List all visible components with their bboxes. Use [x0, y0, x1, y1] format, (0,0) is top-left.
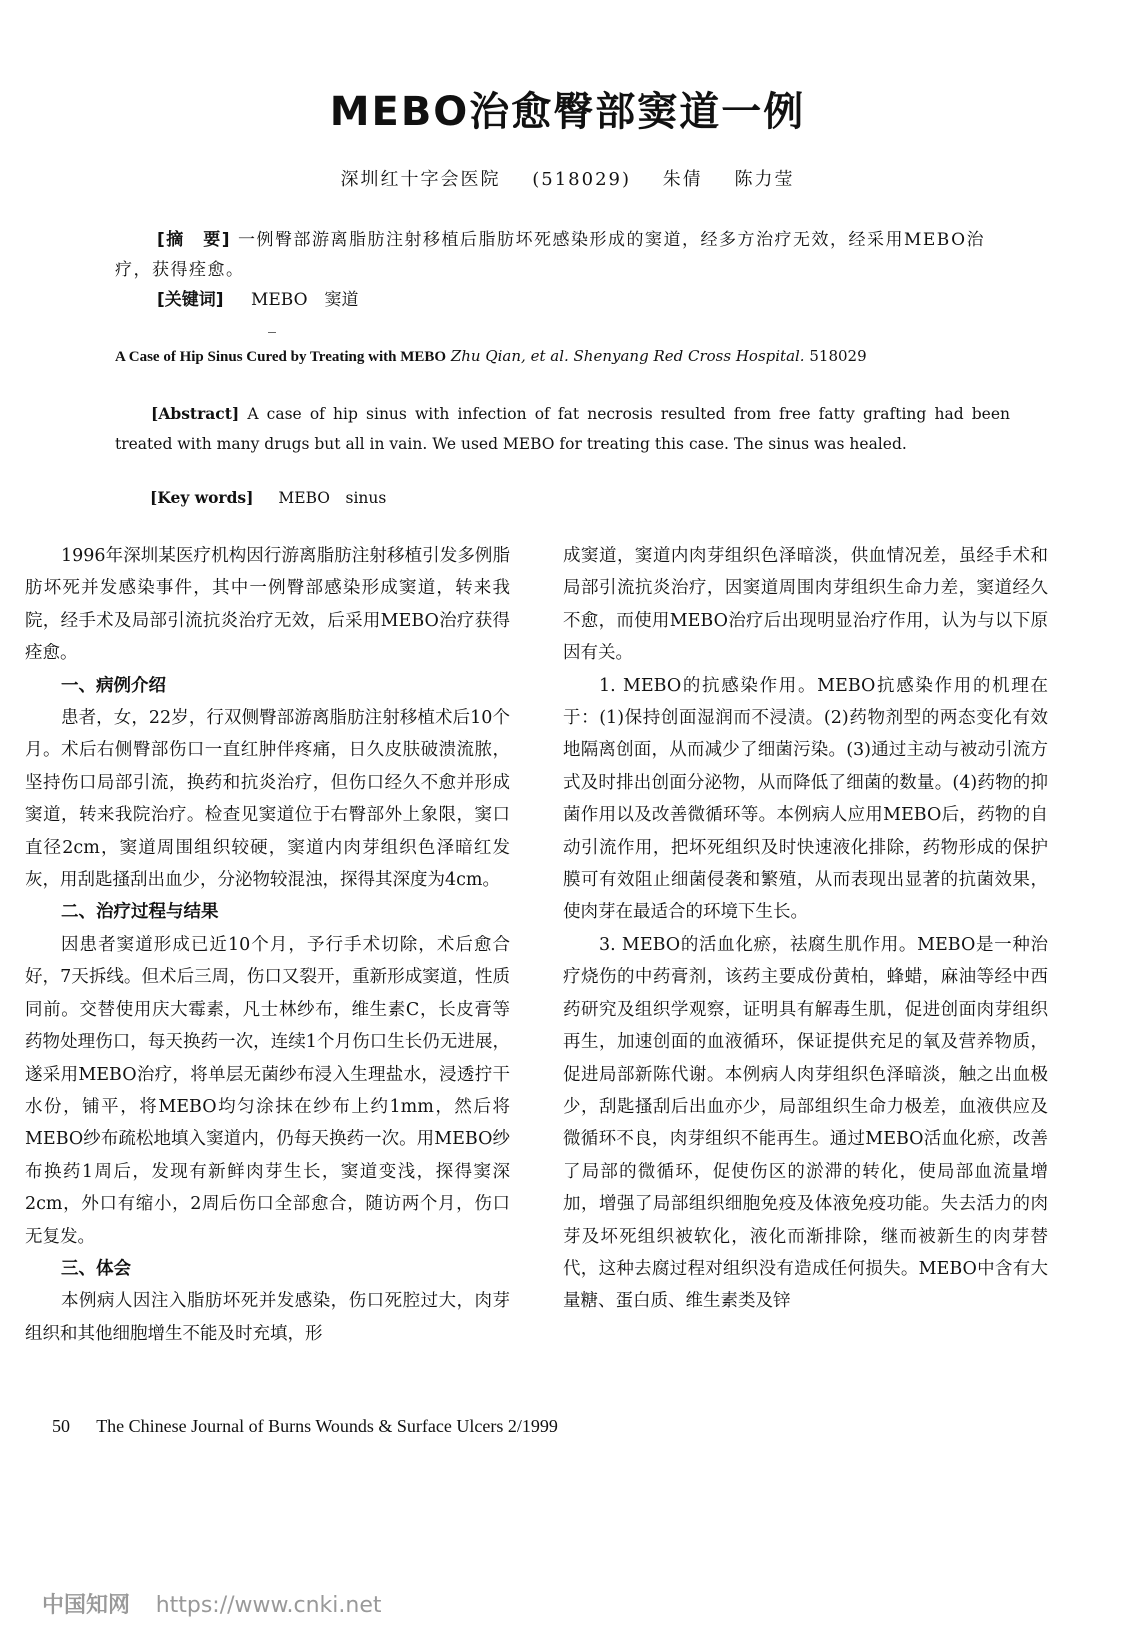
watermark-url: https://www.cnki.net [155, 1593, 382, 1618]
page-footer [52, 1416, 558, 1437]
body-column-left [25, 540, 510, 1350]
case-paragraph: 患者，女，22岁，行双侧臀部游离脂肪注射移植术后10个月。术后右侧臀部伤口一直红肿伴疼痛，日久皮肤破溃流脓，坚持伤口局部引流，换药和抗炎治疗，但伤口经久不愈并形成窦道，转来我院治疗。检查见窦道位于右臀部外上象限，窦口直径2cm，窦道周围组织较硬，窦道内肉芽组织色泽暗红发灰，用刮匙搔刮出血少，分泌物较混浊，探得其深度为4cm。 [25, 708, 510, 891]
section-heading: 二、治疗过程与结果 [61, 902, 219, 923]
english-keywords [150, 483, 386, 513]
discussion-continued: 成窦道，窦道内肉芽组织色泽暗淡，供血情况差，虽经手术和局部引流抗炎治疗，因窦道周围肉芽组织生命力差，窦道经久不愈，而使用MEBO治疗后出现明显治疗作用，认为与以下原因有关。 [563, 546, 1048, 664]
treatment-paragraph: 因患者窦道形成已近10个月，予行手术切除，术后愈合好，7天拆线。但术后三周，伤口又裂开，重新形成窦道，性质同前。交替使用庆大霉素，凡士林纱布，维生素C，长皮膏等药物处理伤口，每天换药一次，连续1个月伤口生长仍无进展，遂采用MEBO治疗，将单层无菌纱布浸入生理盐水，浸透拧干水份，铺平，将MEBO均匀涂抹在纱布上约1mm，然后将MEBO纱布疏松地填入窦道内，仍每天换药一次。用MEBO纱布换药1周后，发现有新鲜肉芽生长，窦道变浅，探得窦深2cm，外口有缩小，2周后伤口全部愈合，随访两个月，伤口无复发。 [25, 934, 510, 1247]
abstract-label: [摘 要] [157, 230, 232, 250]
abstract-label: [Abstract] [151, 404, 240, 423]
english-title-line [115, 342, 1010, 371]
point-paragraph: 3. MEBO的活血化瘀，祛腐生肌作用。MEBO是一种治疗烧伤的中药膏剂，该药主要成份黄柏，蜂蜡，麻油等经中西药研究及组织学观察，证明具有解毒生肌，促进创面肉芽组织再生，加速创面的血液循环，保证提供充足的氧及营养物质，促进局部新陈代谢。本例病人肉芽组织色泽暗淡，触之出血极少，刮匙搔刮后出血亦少，局部组织生命力极差，血液供应及微循环不良，肉芽组织不能再生。通过MEBO活血化瘀，改善了局部的微循环，促使伤区的淤滞的转化，使局部血流量增加，增强了局部组织细胞免疫及体液免疫功能。失去活力的肉芽及坏死组织被软化，液化而渐排除，继而被新生的肉芽替代，这种去腐过程对组织没有造成任何损失。MEBO中含有大量糖、蛋白质、维生素类及锌 [563, 934, 1048, 1312]
paper-title: MEBO治愈臀部窦道一例 [329, 89, 806, 135]
section-heading: 一、病例介绍 [61, 675, 166, 696]
divider [268, 332, 276, 333]
postcode: (518029) [532, 169, 632, 190]
english-postcode: 518029 [809, 347, 867, 365]
keywords-text: MEBO sinus [278, 489, 387, 507]
keywords-text: MEBO 窦道 [250, 290, 359, 310]
intro-paragraph: 1996年深圳某医疗机构因行游离脂肪注射移植引发多例脂肪坏死并发感染事件，其中一例臀部感染形成窦道，转来我院，经手术及局部引流抗炎治疗无效，后采用MEBO治疗获得痊愈。 [25, 546, 510, 664]
keywords-label: [关键词] [157, 290, 224, 310]
watermark-brand: 中国知网 [42, 1593, 131, 1618]
page-number: 50 [52, 1416, 70, 1436]
discussion-paragraph: 本例病人因注入脂肪坏死并发感染，伤口死腔过大，肉芽组织和其他细胞增生不能及时充填，形 [25, 1291, 510, 1344]
institution: 深圳红十字会医院 [340, 169, 501, 190]
chinese-keywords [157, 285, 359, 315]
body-column-right [563, 540, 1048, 1318]
english-authors: Zhu Qian, et al. Shenyang Red Cross Hospital. [450, 347, 805, 365]
author-name: 朱倩 [662, 169, 703, 190]
affiliation-line [0, 165, 1135, 191]
journal-name: The Chinese Journal of Burns Wounds & Surface Ulcers 2/1999 [96, 1416, 558, 1436]
section-heading: 三、体会 [61, 1258, 131, 1279]
point-paragraph: 1. MEBO的抗感染作用。MEBO抗感染作用的机理在于：(1)保持创面湿润而不浸渍。(2)药物剂型的两态变化有效地隔离创面，从而减少了细菌污染。(3)通过主动与被动引流方式及时排出创面分泌物，从而降低了细菌的数量。(4)药物的抑菌作用以及改善微循环等。本例病人应用MEBO后，药物的自动引流作用，把坏死组织及时快速液化排除，药物形成的保护膜可有效阻止细菌侵袭和繁殖，从而表现出显著的抗菌效果，使肉芽在最适合的环境下生长。 [563, 675, 1048, 923]
chinese-abstract [115, 225, 1010, 285]
english-abstract [115, 399, 1010, 459]
watermark [42, 1588, 382, 1619]
keywords-label: [Key words] [150, 488, 254, 507]
abstract-text: A case of hip sinus with infection of fat necrosis resulted from free fatty grafting had been treated with many drugs but all in vain. We used MEBO for treating this case. The sinus was healed. [115, 405, 1010, 453]
english-title: A Case of Hip Sinus Cured by Treating with MEBO [115, 349, 447, 365]
author-name: 陈力莹 [734, 169, 795, 190]
abstract-text: 一例臀部游离脂肪注射移植后脂肪坏死感染形成的窦道，经多方治疗无效，经采用MEBO治疗，获得痊愈。 [115, 230, 986, 280]
